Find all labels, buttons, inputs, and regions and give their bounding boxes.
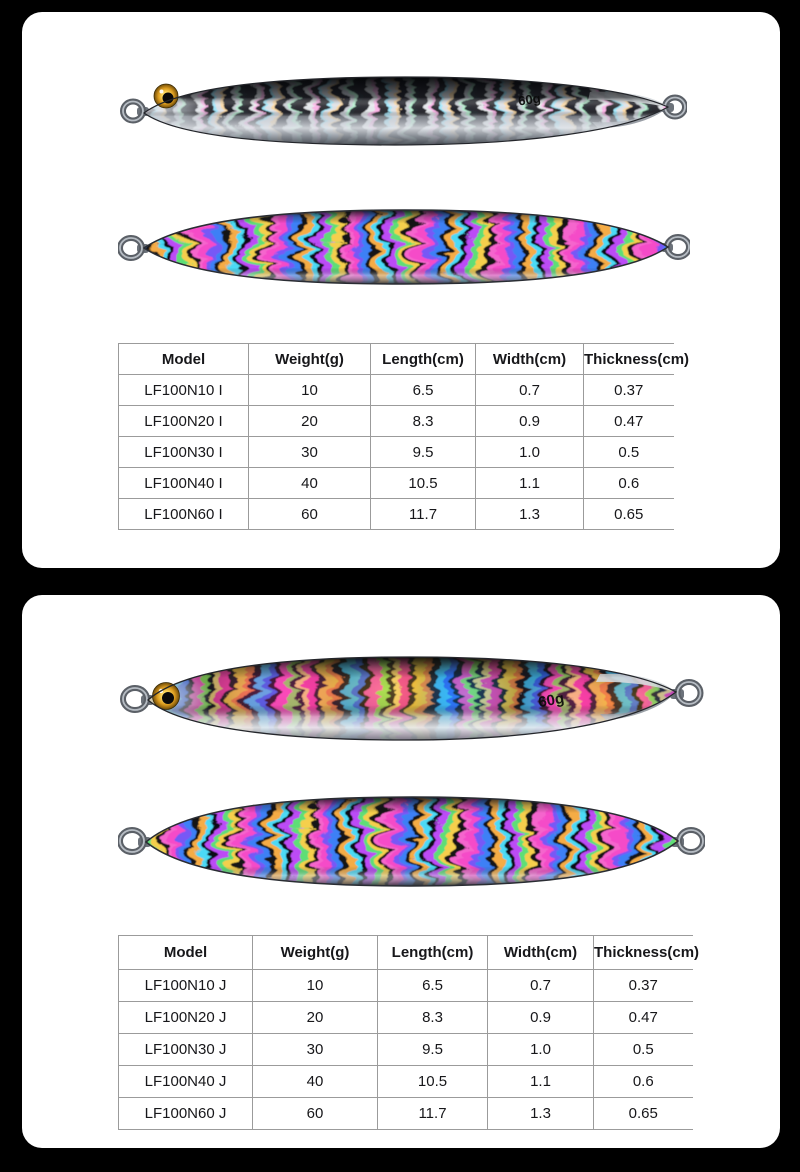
cell-model: LF100N60 I <box>119 499 249 530</box>
weight-label: 60g <box>537 689 566 712</box>
cell-length: 6.5 <box>378 970 488 1002</box>
lure-body <box>120 648 705 748</box>
lure-body <box>118 790 705 893</box>
eyelet-ring-left-icon <box>123 102 149 121</box>
cell-thickness: 0.65 <box>594 1098 693 1130</box>
cell-thickness: 0.5 <box>584 437 674 468</box>
lure-image-rainbow-back <box>118 790 705 893</box>
cell-thickness: 0.37 <box>584 375 674 406</box>
cell-thickness: 0.5 <box>594 1034 693 1066</box>
cell-length: 11.7 <box>371 499 476 530</box>
header-weight: Weight(g) <box>249 344 371 375</box>
spec-row <box>119 1098 693 1130</box>
header-thickness: Thickness(cm) <box>584 344 674 375</box>
header-length: Length(cm) <box>378 936 488 970</box>
header-model: Model <box>119 344 249 375</box>
cell-thickness: 0.47 <box>594 1002 693 1034</box>
cell-width: 1.3 <box>488 1098 594 1130</box>
cell-width: 1.0 <box>488 1034 594 1066</box>
cell-weight: 40 <box>253 1066 378 1098</box>
spec-row <box>119 468 674 499</box>
cell-weight: 10 <box>253 970 378 1002</box>
cell-width: 1.3 <box>476 499 584 530</box>
spec-row <box>119 437 674 468</box>
cell-model: LF100N40 I <box>119 468 249 499</box>
header-row <box>119 344 674 375</box>
cell-model: LF100N10 J <box>119 970 253 1002</box>
cell-width: 0.7 <box>476 375 584 406</box>
cell-model: LF100N40 J <box>119 1066 253 1098</box>
cell-weight: 40 <box>249 468 371 499</box>
cell-length: 9.5 <box>378 1034 488 1066</box>
spec-row <box>119 1066 693 1098</box>
cell-length: 8.3 <box>371 406 476 437</box>
spec-table-variant-i <box>118 343 690 530</box>
cell-model: LF100N30 J <box>119 1034 253 1066</box>
lure-image-silver-front <box>120 70 687 152</box>
header-thickness: Thickness(cm) <box>594 936 693 970</box>
cell-length: 10.5 <box>371 468 476 499</box>
cell-length: 6.5 <box>371 375 476 406</box>
cell-model: LF100N60 J <box>119 1098 253 1130</box>
cell-weight: 20 <box>249 406 371 437</box>
weight-label: 60g <box>517 90 542 109</box>
lure-body <box>118 204 690 290</box>
cell-thickness: 0.65 <box>584 499 674 530</box>
header-width: Width(cm) <box>488 936 594 970</box>
header-model: Model <box>119 936 253 970</box>
cell-width: 1.1 <box>488 1066 594 1098</box>
cell-thickness: 0.6 <box>584 468 674 499</box>
cell-model: LF100N20 J <box>119 1002 253 1034</box>
cell-width: 0.9 <box>488 1002 594 1034</box>
panel-variant-j <box>22 595 780 1148</box>
spec-row <box>119 499 674 530</box>
cell-thickness: 0.6 <box>594 1066 693 1098</box>
spec-row <box>119 1002 693 1034</box>
cell-length: 9.5 <box>371 437 476 468</box>
header-width: Width(cm) <box>476 344 584 375</box>
cell-length: 11.7 <box>378 1098 488 1130</box>
cell-weight: 20 <box>253 1002 378 1034</box>
cell-length: 10.5 <box>378 1066 488 1098</box>
cell-model: LF100N20 I <box>119 406 249 437</box>
header-weight: Weight(g) <box>253 936 378 970</box>
cell-width: 0.7 <box>488 970 594 1002</box>
spec-table-variant-j <box>118 935 700 1130</box>
cell-weight: 60 <box>253 1098 378 1130</box>
lure-body <box>120 70 687 152</box>
cell-weight: 10 <box>249 375 371 406</box>
lure-image-rainbow-back <box>118 204 690 290</box>
spec-row <box>119 375 674 406</box>
cell-model: LF100N10 I <box>119 375 249 406</box>
spec-row <box>119 406 674 437</box>
cell-width: 0.9 <box>476 406 584 437</box>
header-length: Length(cm) <box>371 344 476 375</box>
spec-row <box>119 970 693 1002</box>
cell-width: 1.0 <box>476 437 584 468</box>
cell-thickness: 0.37 <box>594 970 693 1002</box>
lure-image-pink-blue-front <box>120 648 705 748</box>
cell-weight: 30 <box>253 1034 378 1066</box>
cell-model: LF100N30 I <box>119 437 249 468</box>
spec-row <box>119 1034 693 1066</box>
panel-variant-i <box>22 12 780 568</box>
cell-width: 1.1 <box>476 468 584 499</box>
header-row <box>119 936 693 970</box>
cell-weight: 30 <box>249 437 371 468</box>
cell-weight: 60 <box>249 499 371 530</box>
cell-length: 8.3 <box>378 1002 488 1034</box>
cell-thickness: 0.47 <box>584 406 674 437</box>
